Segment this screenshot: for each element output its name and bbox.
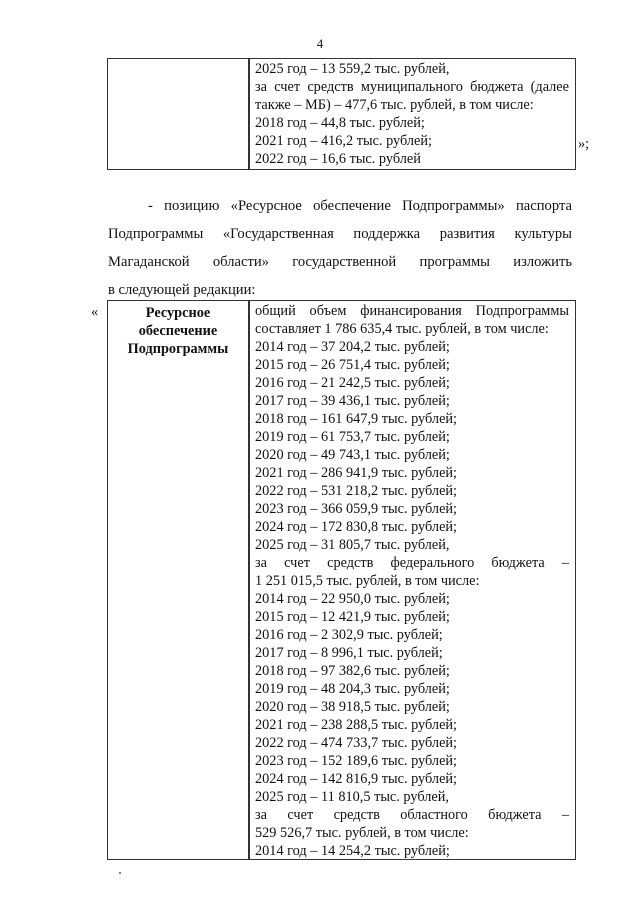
- resource-line: 2024 год – 172 830,8 тыс. рублей;: [255, 519, 458, 535]
- resource-table-header: [108, 304, 248, 358]
- header-line: обеспечение: [138, 323, 218, 339]
- scan-speck: [119, 872, 121, 874]
- paragraph-line: Подпрограммы «Государственная поддержка развития культуры: [108, 226, 572, 242]
- header-line: Подпрограммы: [127, 341, 229, 357]
- resource-line: 2018 год – 97 382,6 тыс. рублей;: [255, 663, 450, 679]
- page-number: 4: [316, 36, 324, 51]
- resource-table-header-cell: [108, 301, 249, 859]
- top-table-left-cell: [108, 59, 249, 169]
- resource-line: 2020 год – 49 743,1 тыс. рублей;: [255, 447, 450, 463]
- resource-line: 2018 год – 161 647,9 тыс. рублей;: [255, 411, 458, 427]
- resource-line: 2014 год – 14 254,2 тыс. рублей;: [255, 843, 450, 859]
- resource-line: 2025 год – 11 810,5 тыс. рублей,: [255, 789, 449, 805]
- resource-line: 2016 год – 21 242,5 тыс. рублей;: [255, 375, 450, 391]
- paragraph-line: - позицию «Ресурсное обеспечение Подпрограммы» паспорта: [148, 198, 572, 214]
- resource-line: 2023 год – 152 189,6 тыс. рублей;: [255, 753, 458, 769]
- header-line: Ресурсное: [145, 305, 211, 321]
- resource-line: 2014 год – 37 204,2 тыс. рублей;: [255, 339, 450, 355]
- resource-line: 529 526,7 тыс. рублей, в том числе:: [255, 825, 469, 841]
- paragraph-line: в следующей редакции:: [108, 282, 256, 298]
- top-table-text: [255, 60, 569, 168]
- resource-line: 2015 год – 26 751,4 тыс. рублей;: [255, 357, 450, 373]
- resource-line: 1 251 015,5 тыс. рублей, в том числе:: [255, 573, 480, 589]
- resource-line: 2022 год – 474 733,7 тыс. рублей;: [255, 735, 458, 751]
- resource-line: 2016 год – 2 302,9 тыс. рублей;: [255, 627, 443, 643]
- resource-line: 2014 год – 22 950,0 тыс. рублей;: [255, 591, 450, 607]
- resource-line: составляет 1 786 635,4 тыс. рублей, в том числе:: [255, 321, 549, 337]
- resource-line: 2017 год – 8 996,1 тыс. рублей;: [255, 645, 443, 661]
- resource-line: 2021 год – 238 288,5 тыс. рублей;: [255, 717, 458, 733]
- resource-line: общий объем финансирования Подпрограммы: [255, 303, 569, 319]
- closing-quote-mark: »;: [578, 136, 590, 152]
- top-table-line: 2021 год – 416,2 тыс. рублей;: [255, 133, 433, 149]
- top-table-line: также – МБ) – 477,6 тыс. рублей, в том числе:: [255, 97, 534, 113]
- paragraph-line: Магаданской области» государственной программы изложить: [108, 254, 572, 270]
- resource-line: 2024 год – 142 816,9 тыс. рублей;: [255, 771, 458, 787]
- top-table-line: 2022 год – 16,6 тыс. рублей: [255, 151, 421, 167]
- resource-line: 2015 год – 12 421,9 тыс. рублей;: [255, 609, 450, 625]
- resource-line: 2021 год – 286 941,9 тыс. рублей;: [255, 465, 458, 481]
- instruction-paragraph: [108, 192, 572, 304]
- top-table-line: 2025 год – 13 559,2 тыс. рублей,: [255, 61, 450, 77]
- resource-table-text: [255, 302, 569, 860]
- resource-line: 2017 год – 39 436,1 тыс. рублей;: [255, 393, 450, 409]
- opening-quote-mark: «: [91, 304, 99, 320]
- resource-line: 2020 год – 38 918,5 тыс. рублей;: [255, 699, 450, 715]
- resource-line: за счет средств федерального бюджета –: [255, 555, 569, 571]
- resource-line: 2023 год – 366 059,9 тыс. рублей;: [255, 501, 458, 517]
- resource-line: 2022 год – 531 218,2 тыс. рублей;: [255, 483, 458, 499]
- resource-line: за счет средств областного бюджета –: [255, 807, 569, 823]
- top-table-line: за счет средств муниципального бюджета (далее: [255, 79, 569, 95]
- resource-line: 2019 год – 48 204,3 тыс. рублей;: [255, 681, 450, 697]
- top-table-line: 2018 год – 44,8 тыс. рублей;: [255, 115, 425, 131]
- resource-line: 2025 год – 31 805,7 тыс. рублей,: [255, 537, 450, 553]
- resource-line: 2019 год – 61 753,7 тыс. рублей;: [255, 429, 450, 445]
